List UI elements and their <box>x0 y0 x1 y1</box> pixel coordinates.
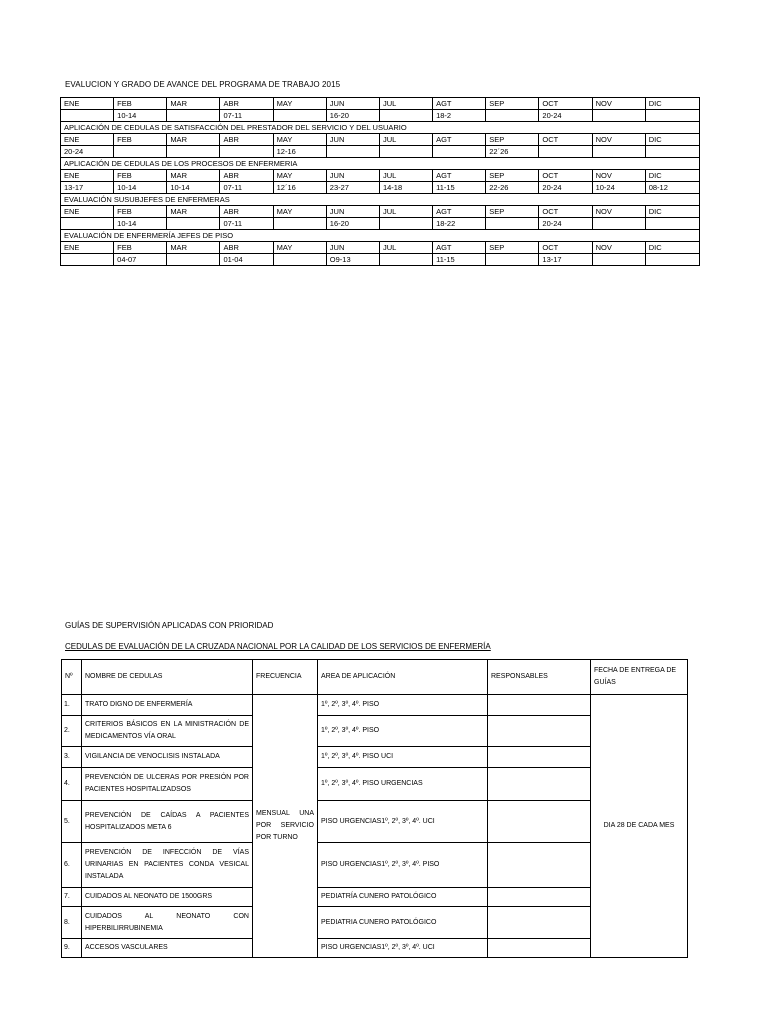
month-cell: JUN <box>326 134 379 146</box>
date-cell: 07-11 <box>220 182 273 194</box>
month-cell: JUL <box>379 242 432 254</box>
row-area: PEDIATRÍA CUNERO PATOLÓGICO <box>318 888 488 907</box>
month-cell: JUL <box>379 170 432 182</box>
dates-row <box>61 182 700 194</box>
row-area: 1º, 2º, 3º, 4º. PISO URGENCIAS <box>318 768 488 801</box>
frequency-cell: MENSUAL UNA POR SERVICIO POR TURNO <box>253 695 318 958</box>
row-num: 6. <box>62 843 82 888</box>
row-responsables <box>488 716 591 747</box>
row-name: TRATO DIGNO DE ENFERMERÍA <box>82 695 253 716</box>
month-cell: FEB <box>114 98 167 110</box>
month-cell: AGT <box>433 170 486 182</box>
month-cell: DIC <box>645 206 699 218</box>
month-cell: JUL <box>379 98 432 110</box>
section-title: EVALUACIÓN DE ENFERMERÍA JEFES DE PISO <box>61 230 700 242</box>
month-cell: FEB <box>114 206 167 218</box>
month-cell: DIC <box>645 134 699 146</box>
dates-row <box>61 146 700 158</box>
month-cell: MAR <box>167 170 220 182</box>
date-cell <box>273 218 326 230</box>
date-cell: 12-16 <box>273 146 326 158</box>
month-cell: MAR <box>167 134 220 146</box>
month-cell: NOV <box>592 242 645 254</box>
month-cell: JUN <box>326 170 379 182</box>
date-cell <box>114 146 167 158</box>
row-responsables <box>488 888 591 907</box>
row-area: PEDIATRIA CUNERO PATOLÓGICO <box>318 907 488 939</box>
month-cell: MAR <box>167 206 220 218</box>
date-cell: O9-13 <box>326 254 379 266</box>
month-cell: MAY <box>273 134 326 146</box>
date-cell: 01-04 <box>220 254 273 266</box>
date-cell <box>645 146 699 158</box>
row-num: 5. <box>62 801 82 843</box>
date-cell: 12´16 <box>273 182 326 194</box>
month-cell: FEB <box>114 134 167 146</box>
row-responsables <box>488 747 591 768</box>
section-title: APLICACIÓN DE CEDULAS DE SATISFACCIÓN DEL PRESTADOR DEL SERVICIO Y DEL USUARIO <box>61 122 700 134</box>
row-name: PREVENCIÓN DE CAÍDAS A PACIENTES HOSPITALIZADOS META 6 <box>82 801 253 843</box>
month-cell: AGT <box>433 242 486 254</box>
date-cell <box>592 110 645 122</box>
cedulas-header-row <box>62 660 688 695</box>
cedulas-table <box>61 659 688 958</box>
date-cell <box>486 110 539 122</box>
month-cell: ENE <box>61 170 114 182</box>
month-cell: MAR <box>167 242 220 254</box>
date-cell <box>486 218 539 230</box>
month-cell: ABR <box>220 98 273 110</box>
header-fecha: FECHA DE ENTREGA DE GUÍAS <box>591 660 688 695</box>
date-cell: 22´26 <box>486 146 539 158</box>
month-cell: OCT <box>539 206 592 218</box>
date-cell: 16-20 <box>326 218 379 230</box>
row-num: 2. <box>62 716 82 747</box>
date-cell: 18-22 <box>433 218 486 230</box>
month-cell: OCT <box>539 134 592 146</box>
date-cell <box>61 110 114 122</box>
month-cell: NOV <box>592 98 645 110</box>
month-cell: MAY <box>273 206 326 218</box>
months-row <box>61 242 700 254</box>
row-name: CUIDADOS AL NEONATO CON HIPERBILIRRUBINEMIA <box>82 907 253 939</box>
section-title: APLICACIÓN DE CEDULAS DE LOS PROCESOS DE ENFERMERIA <box>61 158 700 170</box>
dates-row <box>61 218 700 230</box>
month-cell: ABR <box>220 134 273 146</box>
month-cell: SEP <box>486 98 539 110</box>
row-name: ACCESOS VASCULARES <box>82 939 253 958</box>
row-area: PISO URGENCIAS1º, 2º, 3º, 4º. PISO <box>318 843 488 888</box>
date-cell <box>273 110 326 122</box>
date-cell <box>167 218 220 230</box>
date-cell <box>167 254 220 266</box>
date-cell: 22-26 <box>486 182 539 194</box>
row-responsables <box>488 695 591 716</box>
month-cell: NOV <box>592 206 645 218</box>
section-title-row <box>61 194 700 206</box>
month-cell: ENE <box>61 206 114 218</box>
date-cell <box>220 146 273 158</box>
row-responsables <box>488 801 591 843</box>
date-cell: 20-24 <box>539 182 592 194</box>
date-cell: 10-14 <box>114 182 167 194</box>
document-title: EVALUCION Y GRADO DE AVANCE DEL PROGRAMA DE TRABAJO 2015 <box>65 80 341 89</box>
section-title-row <box>61 122 700 134</box>
date-cell: 04-07 <box>114 254 167 266</box>
row-num: 7. <box>62 888 82 907</box>
date-cell <box>61 218 114 230</box>
row-responsables <box>488 768 591 801</box>
month-cell: AGT <box>433 206 486 218</box>
date-cell: 20-24 <box>539 110 592 122</box>
date-cell <box>273 254 326 266</box>
month-cell: MAY <box>273 170 326 182</box>
month-cell: MAR <box>167 98 220 110</box>
month-cell: AGT <box>433 98 486 110</box>
header-frequency: FRECUENCIA <box>253 660 318 695</box>
date-cell: 10-14 <box>167 182 220 194</box>
month-cell: SEP <box>486 206 539 218</box>
month-cell: SEP <box>486 170 539 182</box>
date-cell: 10-14 <box>114 218 167 230</box>
month-cell: FEB <box>114 242 167 254</box>
row-area: 1º, 2º, 3º, 4º. PISO UCI <box>318 747 488 768</box>
date-cell <box>167 146 220 158</box>
row-num: 4. <box>62 768 82 801</box>
month-cell: ABR <box>220 206 273 218</box>
row-area: 1º, 2º, 3º, 4º. PISO <box>318 695 488 716</box>
header-area: AREA DE APLICACIÓN <box>318 660 488 695</box>
date-cell: 11-15 <box>433 254 486 266</box>
date-cell: 14-18 <box>379 182 432 194</box>
month-cell: ABR <box>220 242 273 254</box>
months-row <box>61 98 700 110</box>
date-cell <box>592 218 645 230</box>
months-row <box>61 134 700 146</box>
row-name: PREVENCIÓN DE ULCERAS POR PRESIÓN POR PACIENTES HOSPITALIZADSOS <box>82 768 253 801</box>
date-cell <box>539 146 592 158</box>
date-cell <box>592 146 645 158</box>
months-row <box>61 206 700 218</box>
month-cell: SEP <box>486 134 539 146</box>
row-area: 1º, 2º, 3º, 4º. PISO <box>318 716 488 747</box>
month-cell: DIC <box>645 170 699 182</box>
month-cell: ABR <box>220 170 273 182</box>
date-cell <box>645 110 699 122</box>
date-cell <box>379 146 432 158</box>
date-cell: 13-17 <box>61 182 114 194</box>
month-cell: JUL <box>379 134 432 146</box>
date-cell: 20-24 <box>539 218 592 230</box>
month-cell: NOV <box>592 170 645 182</box>
row-num: 1. <box>62 695 82 716</box>
month-cell: JUL <box>379 206 432 218</box>
month-cell: MAY <box>273 98 326 110</box>
month-cell: JUN <box>326 98 379 110</box>
row-name: CRITERIOS BÁSICOS EN LA MINISTRACIÓN DE MEDICAMENTOS VÍA ORAL <box>82 716 253 747</box>
date-cell: 13-17 <box>539 254 592 266</box>
date-cell <box>592 254 645 266</box>
month-cell: OCT <box>539 242 592 254</box>
date-cell: 08-12 <box>645 182 699 194</box>
dates-row <box>61 110 700 122</box>
row-area: PISO URGENCIAS1º, 2º, 3º, 4º. UCI <box>318 939 488 958</box>
date-cell <box>379 110 432 122</box>
date-cell: 11-15 <box>433 182 486 194</box>
section-title-row <box>61 230 700 242</box>
date-cell: 10-24 <box>592 182 645 194</box>
row-name: VIGILANCIA DE VENOCLISIS INSTALADA <box>82 747 253 768</box>
date-cell <box>645 254 699 266</box>
date-cell <box>645 218 699 230</box>
delivery-cell: DIA 28 DE CADA MES <box>591 695 688 958</box>
month-cell: ENE <box>61 134 114 146</box>
date-cell: 10-14 <box>114 110 167 122</box>
month-cell: ENE <box>61 98 114 110</box>
date-cell <box>61 254 114 266</box>
date-cell: 07-11 <box>220 110 273 122</box>
month-cell: FEB <box>114 170 167 182</box>
row-responsables <box>488 939 591 958</box>
row-name: PREVENCIÓN DE INFECCIÓN DE VÍAS URINARIAS EN PACIENTES CONDA VESICAL INSTALADA <box>82 843 253 888</box>
header-num: Nº <box>62 660 82 695</box>
row-area: PISO URGENCIAS1º, 2º, 3º, 4º. UCI <box>318 801 488 843</box>
row-name: CUIDADOS AL NEONATO DE 1500GRS <box>82 888 253 907</box>
row-responsables <box>488 843 591 888</box>
month-cell: DIC <box>645 242 699 254</box>
row-num: 3. <box>62 747 82 768</box>
schedule-table <box>60 97 700 266</box>
month-cell: MAY <box>273 242 326 254</box>
row-responsables <box>488 907 591 939</box>
row-num: 8. <box>62 907 82 939</box>
date-cell: 23-27 <box>326 182 379 194</box>
date-cell: 18-2 <box>433 110 486 122</box>
month-cell: AGT <box>433 134 486 146</box>
header-name: NOMBRE DE CEDULAS <box>82 660 253 695</box>
date-cell <box>433 146 486 158</box>
month-cell: ENE <box>61 242 114 254</box>
month-cell: NOV <box>592 134 645 146</box>
months-row <box>61 170 700 182</box>
header-responsables: RESPONSABLES <box>488 660 591 695</box>
date-cell <box>326 146 379 158</box>
table-row <box>62 695 688 716</box>
date-cell <box>379 254 432 266</box>
section-title: EVALUACIÓN SUSUBJEFES DE ENFERMERAS <box>61 194 700 206</box>
dates-row <box>61 254 700 266</box>
month-cell: OCT <box>539 170 592 182</box>
month-cell: SEP <box>486 242 539 254</box>
date-cell: 16-20 <box>326 110 379 122</box>
date-cell <box>379 218 432 230</box>
month-cell: JUN <box>326 242 379 254</box>
date-cell: 07-11 <box>220 218 273 230</box>
date-cell <box>486 254 539 266</box>
date-cell: 20-24 <box>61 146 114 158</box>
guides-title: GUÍAS DE SUPERVISIÓN APLICADAS CON PRIORIDAD <box>65 621 274 630</box>
date-cell <box>167 110 220 122</box>
month-cell: DIC <box>645 98 699 110</box>
row-num: 9. <box>62 939 82 958</box>
month-cell: JUN <box>326 206 379 218</box>
month-cell: OCT <box>539 98 592 110</box>
section-title-row <box>61 158 700 170</box>
cedulas-title: CEDULAS DE EVALUACIÓN DE LA CRUZADA NACIONAL POR LA CALIDAD DE LOS SERVICIOS DE ENFERMERÍA <box>65 642 491 651</box>
